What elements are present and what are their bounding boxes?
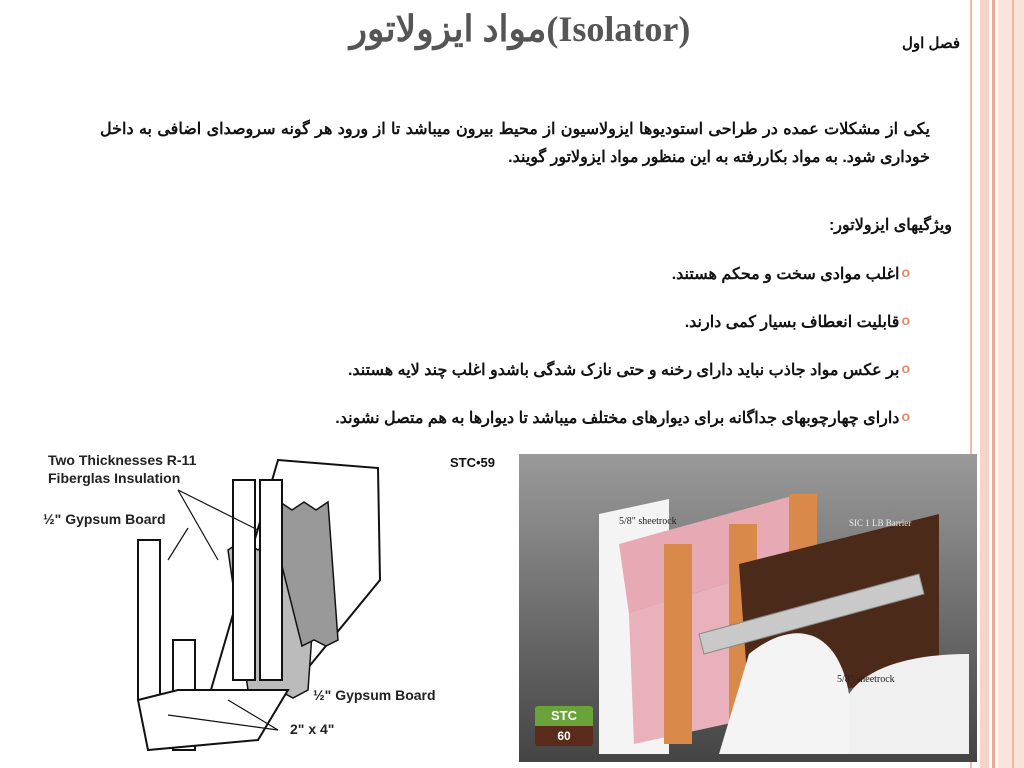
border-stripe: [992, 0, 995, 768]
list-item: o بر عکس مواد جاذب نباید دارای رخنه و حتی نازک شدگی باشدو اغلب چند لایه هستند.: [347, 360, 910, 379]
list-item: o اغلب موادی سخت و محکم هستند.: [671, 264, 910, 283]
bullet-icon: o: [901, 312, 910, 328]
stc-rating-label: STC•59: [450, 455, 496, 470]
bullet-icon: o: [901, 264, 910, 280]
border-stripe: [980, 0, 989, 768]
insulation-label-2: Fiberglas Insulation: [48, 470, 181, 486]
bullet-icon: o: [901, 408, 910, 424]
insulation-label-1: Two Thicknesses R-11: [48, 452, 197, 468]
barrier-label: SIC 1 LB Barrier: [849, 518, 912, 528]
stc-badge-top: STC: [535, 706, 593, 726]
gypsum-label-bottom: ½" Gypsum Board: [313, 687, 436, 703]
features-list: [120, 264, 910, 456]
list-item: o قابلیت انعطاف بسیار کمی دارند.: [684, 312, 910, 331]
sheetrock-label-bottom: 5/8" sheetrock: [837, 674, 895, 685]
slide-title: مواد ایزولاتور(Isolator): [349, 9, 691, 49]
sheetrock-label-top: 5/8" sheetrock: [619, 516, 677, 527]
chapter-label: فصل اول: [901, 35, 960, 52]
intro-paragraph: یکی از مشکلات عمده در طراحی استودیوها ایزولاسیون از محیط بیرون میباشد تا از ورود هر گونه سروصدای اضافی به داخل خوداری شود. به مواد بکاررفته به این منظور مواد ایزولاتور گویند.: [100, 121, 930, 166]
list-item: o دارای چهارچوبهای جداگانه برای دیوارهای مختلف میباشد تا دیوارها به هم متصل نشوند.: [335, 408, 910, 427]
border-stripe: [1012, 0, 1014, 768]
studs-label: 2" x 4": [290, 721, 335, 737]
wall-section-diagram: [28, 440, 508, 768]
border-stripe: [998, 0, 1024, 768]
stc-badge: [535, 706, 593, 746]
features-heading: ویژگیهای ایزولاتور:: [828, 217, 952, 234]
gypsum-label-top: ½" Gypsum Board: [43, 511, 166, 527]
bullet-icon: o: [901, 360, 910, 376]
stc-badge-value: 60: [535, 726, 593, 746]
